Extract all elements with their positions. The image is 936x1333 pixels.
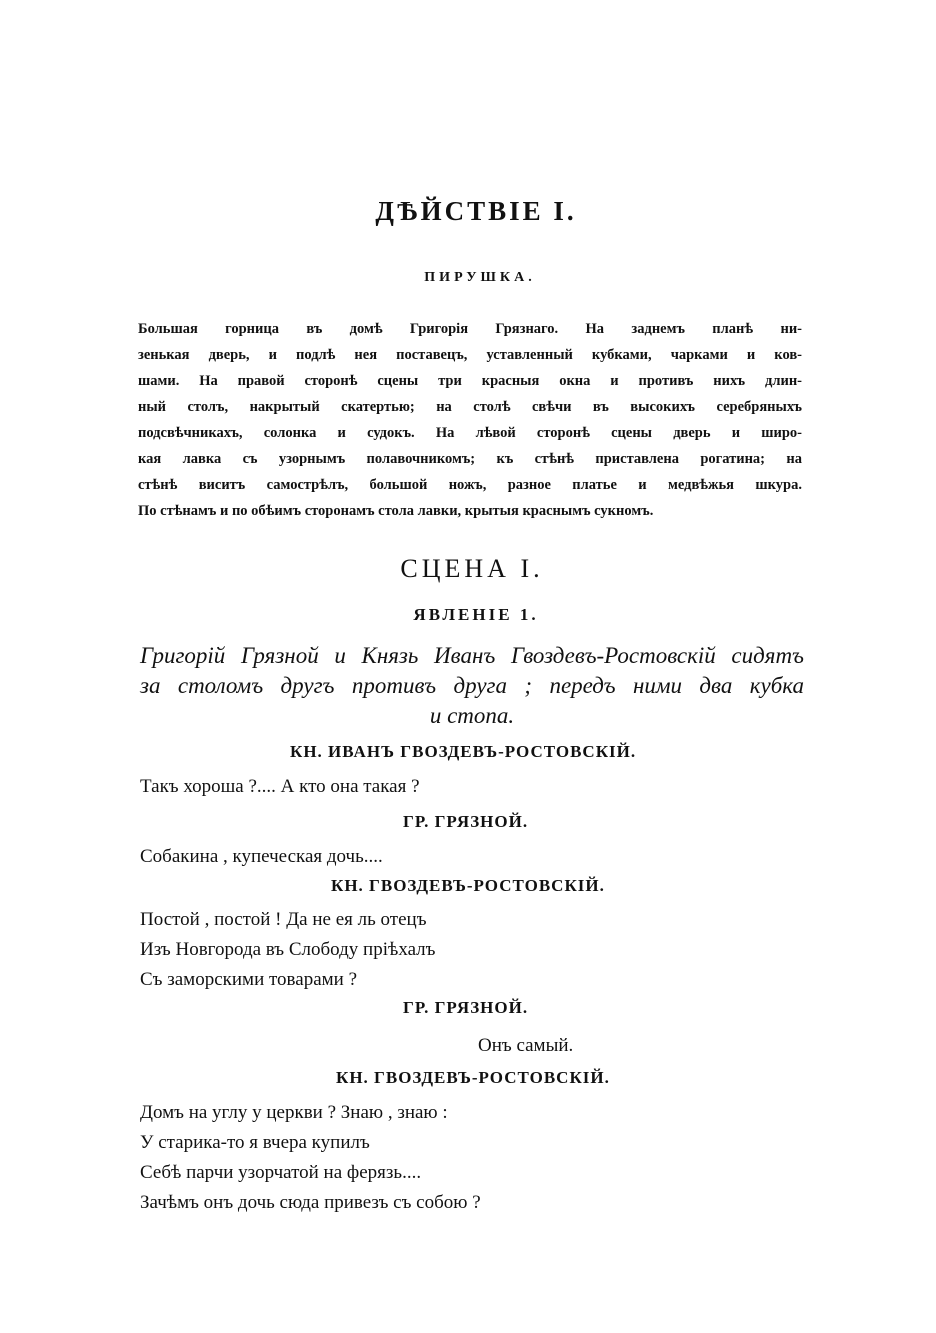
stage-direction-line: Большая горница въ домѣ Григорія Грязнаго. На заднемъ планѣ ни- bbox=[138, 321, 802, 337]
scene-title: СЦЕНА I. bbox=[400, 554, 544, 583]
stage-direction-line: кая лавка съ узорнымъ полавочникомъ; къ стѣнѣ приставлена рогатина; на bbox=[138, 451, 802, 467]
verse-line: Себѣ парчи узорчатой на ферязь.... bbox=[140, 1162, 422, 1183]
stage-direction-line: ный столъ, накрытый скатертью; на столѣ свѣчи въ высокихъ серебряныхъ bbox=[138, 399, 802, 415]
scene-direction-line: Григорій Грязной и Князь Иванъ Гвоздевъ-Ростовскій сидятъ bbox=[140, 643, 804, 668]
act-subtitle: ПИРУШКА. bbox=[424, 270, 536, 285]
verse-line: Домъ на углу у церкви ? Знаю , знаю : bbox=[140, 1102, 448, 1123]
stage-direction-line: стѣнѣ виситъ самострѣлъ, большой ножъ, разное платье и медвѣжья шкура. bbox=[138, 477, 802, 493]
verse-line: Постой , постой ! Да не ея ль отецъ bbox=[140, 909, 427, 930]
speaker-name: ГР. ГРЯЗНОЙ. bbox=[403, 998, 529, 1017]
verse-line: Собакина , купеческая дочь.... bbox=[140, 846, 383, 867]
verse-line: Такъ хороша ?.... А кто она такая ? bbox=[140, 776, 420, 797]
verse-line: Зачѣмъ онъ дочь сюда привезъ съ собою ? bbox=[140, 1192, 481, 1213]
verse-line: У старика-то я вчера купилъ bbox=[140, 1132, 370, 1153]
stage-direction bbox=[138, 316, 802, 524]
speaker-name: КН. ИВАНЪ ГВОЗДЕВЪ-РОСТОВСКІЙ. bbox=[290, 742, 637, 761]
appearance-title: ЯВЛЕНІЕ 1. bbox=[413, 605, 539, 624]
speaker-name: КН. ГВОЗДЕВЪ-РОСТОВСКІЙ. bbox=[331, 876, 605, 895]
act-title: ДѢЙСТВІЕ I. bbox=[375, 196, 577, 226]
scene-direction-line: и стопа. bbox=[429, 703, 515, 728]
verse-line: Изъ Новгорода въ Слободу пріѣхалъ bbox=[140, 939, 436, 960]
scene-direction bbox=[140, 641, 804, 731]
stage-direction-line: По стѣнамъ и по обѣимъ сторонамъ стола лавки, крытыя краснымъ сукномъ. bbox=[138, 503, 654, 519]
scene-direction-line: за столомъ другъ противъ друга ; передъ ними два кубка bbox=[140, 673, 804, 698]
stage-direction-line: подсвѣчникахъ, солонка и судокъ. На лѣвой сторонѣ сцены дверь и широ- bbox=[138, 425, 802, 441]
speaker-name: ГР. ГРЯЗНОЙ. bbox=[403, 812, 529, 831]
verse-line: Съ заморскими товарами ? bbox=[140, 969, 357, 990]
stage-direction-line: шами. На правой сторонѣ сцены три красныя окна и противъ нихъ длин- bbox=[138, 373, 802, 389]
verse-line: Онъ самый. bbox=[478, 1035, 574, 1056]
speaker-name: КН. ГВОЗДЕВЪ-РОСТОВСКІЙ. bbox=[336, 1068, 610, 1087]
stage-direction-line: зенькая дверь, и подлѣ нея поставецъ, уставленный кубками, чарками и ков- bbox=[138, 347, 802, 363]
